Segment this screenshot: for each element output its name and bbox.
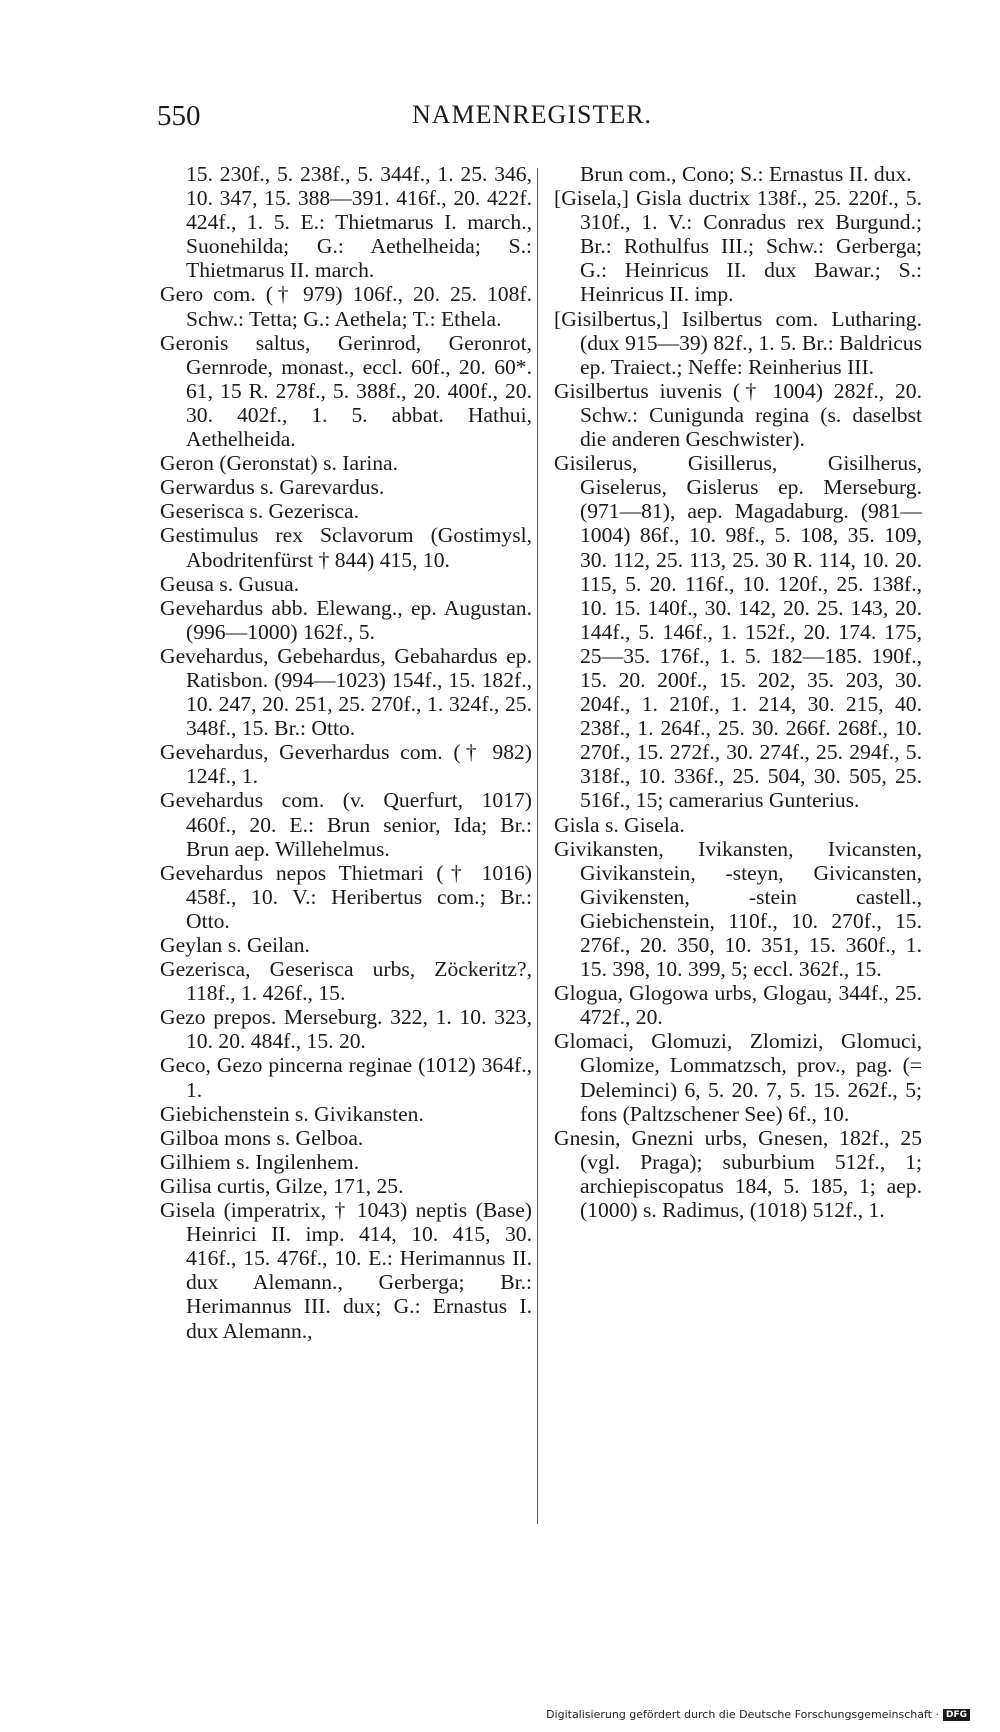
index-entry: Gnesin, Gnezni urbs, Gnesen, 182f., 25 (vgl. Praga); suburbium 512f., 1; archiepiscopatus 184, 5. 185, 1; aep. (1000) s. Radimus, (1018) 512f., 1. — [554, 1125, 922, 1223]
index-entry: Gevehardus, Gebehardus, Gebahardus ep. Ratisbon. (994—1023) 154f., 15. 182f., 10. 247, 20. 251, 25. 270f., 1. 324f., 25. 348f., 15. Br.: Otto. — [160, 643, 532, 741]
index-entry: Gevehardus, Geverhardus com. († 982) 124f., 1. — [160, 740, 532, 789]
index-entry: Gilisa curtis, Gilze, 171, 25. — [160, 1173, 404, 1198]
index-entry: 15. 230f., 5. 238f., 5. 344f., 1. 25. 346, 10. 347, 15. 388—391. 416f., 20. 422f. 424f., 1. 5. E.: Thietmarus I. march., Suonehilda; G.: Aethelheida; S.: Thietmarus II. march. — [186, 162, 532, 283]
page-number: 550 — [157, 100, 201, 132]
right-column — [554, 162, 922, 1222]
index-entry: [Gisilbertus,] Isilbertus com. Lutharing. (dux 915—39) 82f., 1. 5. Br.: Baldricus ep. Traiect.; Neffe: Reinherius III. — [554, 306, 922, 379]
page-header — [157, 100, 677, 140]
index-entry: Gevehardus abb. Elewang., ep. Augustan. (996—1000) 162f., 5. — [160, 595, 532, 644]
column-divider — [537, 168, 538, 1524]
index-entry: [Gisela,] Gisla ductrix 138f., 25. 220f., 5. 310f., 1. V.: Conradus rex Burgund.; Br.: Rothulfus III.; Schw.: Gerberga; G.: Heinricus II. dux Bawar.; S.: Heinricus II. imp. — [554, 186, 922, 307]
left-column — [160, 162, 532, 1343]
footer-credit: Digitalisierung gefördert durch die Deutsche Forschungsgemeinschaft · — [546, 1708, 939, 1721]
index-entry: Glomaci, Glomuzi, Zlomizi, Glomuci, Glomize, Lommatzsch, prov., pag. (= Deleminci) 6, 5. 20. 7, 5. 15. 262f., 5; fons (Paltzschener See) 6f., 10. — [554, 1029, 922, 1126]
index-entry: Gevehardus com. (v. Querfurt, 1017) 460f., 20. E.: Brun senior, Ida; Br.: Brun aep. Willehelmus. — [160, 788, 532, 861]
index-entry: Giebichenstein s. Givikansten. — [160, 1101, 424, 1126]
index-entry: Gilhiem s. Ingilenhem. — [160, 1149, 360, 1174]
index-entry: Gestimulus rex Sclavorum (Gostimysl, Abodritenfürst † 844) 415, 10. — [160, 523, 532, 572]
index-entry: Geserisca s. Gezerisca. — [160, 499, 360, 524]
index-entry: Geylan s. Geilan. — [160, 933, 310, 957]
index-entry: Gisela (imperatrix, † 1043) neptis (Base) Heinrici II. imp. 414, 10. 415, 30. 416f., 15. 476f., 10. E.: Herimannus II. dux Alemann., Gerberga; Br.: Herimannus III. dux; G.: Ernastus I. dux Alemann., — [160, 1198, 532, 1343]
index-entry: Gevehardus nepos Thietmari († 1016) 458f., 10. V.: Heribertus com.; Br.: Otto. — [160, 860, 532, 933]
index-entry: Gisilbertus iuvenis († 1004) 282f., 20. Schw.: Cunigunda regina (s. daselbst die anderen Geschwister). — [554, 378, 922, 452]
index-entry: Gisilerus, Gisillerus, Gisilherus, Giselerus, Gislerus ep. Merseburg. (971—81), aep. Magadaburg. (981—1004) 86f., 10. 98f., 5. 108, 35. 109, 30. 112, 25. 113, 25. 30 R. 114, 10. 20. 115, 5. 20. 116f., 10. 120f., 25. 138f., 10. 15. 140f., 30. 142, 20. 25. 143, 20. 144f., 5. 146f., 1. 152f., 20. 174. 175, 25—35. 176f., 1. 5. 182—185. 190f., 15. 20. 200f., 15. 202, 35. 203, 30. 204f., 1. 210f., 1. 214, 30. 215, 40. 238f., 1. 264f., 25. 30. 266f. 268f., 10. 270f., 15. 272f., 30. 274f., 25. 294f., 5. 318f., 10. 336f., 25. 504, 30. 505, 25. 516f., 15; camerarius Gunterius. — [554, 451, 922, 813]
dfg-logo[interactable]: DFG — [943, 1709, 970, 1721]
index-entry: Gerwardus s. Garevardus. — [160, 475, 385, 500]
index-entry: Givikansten, Ivikansten, Ivicansten, Givikanstein, -steyn, Givicansten, Givikensten, -stein castell., Giebichenstein, 110f., 10. 270f., 15. 276f., 20. 350, 10. 351, 15. 360f., 1. 15. 398, 10. 399, 5; eccl. 362f., 15. — [554, 836, 922, 982]
index-entry: Geron (Geronstat) s. Iarina. — [160, 451, 399, 476]
index-entry: Gezerisca, Geserisca urbs, Zöckeritz?, 118f., 1. 426f., 15. — [160, 957, 532, 1006]
index-entry: Gezo prepos. Merseburg. 322, 1. 10. 323, 10. 20. 484f., 15. 20. — [160, 1005, 532, 1054]
index-entry: Gisla s. Gisela. — [554, 812, 685, 837]
index-entry: Geusa s. Gusua. — [160, 571, 300, 596]
index-entry: Glogua, Glogowa urbs, Glogau, 344f., 25. 472f., 20. — [554, 981, 922, 1030]
index-entry: Geco, Gezo pincerna reginae (1012) 364f., 1. — [160, 1053, 532, 1102]
index-entry: Gero com. († 979) 106f., 20. 25. 108f. Schw.: Tetta; G.: Aethela; T.: Ethela. — [160, 282, 532, 331]
index-entry: Gilboa mons s. Gelboa. — [160, 1125, 364, 1150]
index-entry: Brun com., Cono; S.: Ernastus II. dux. — [580, 162, 912, 186]
page-title: NAMENREGISTER. — [412, 100, 653, 129]
footer — [546, 1708, 970, 1721]
index-entry: Geronis saltus, Gerinrod, Geronrot, Gernrode, monast., eccl. 60f., 20. 60*. 61, 15 R. 278f., 5. 388f., 20. 400f., 20. 30. 402f., 1. 5. abbat. Hathui, Aethelheida. — [160, 330, 532, 452]
